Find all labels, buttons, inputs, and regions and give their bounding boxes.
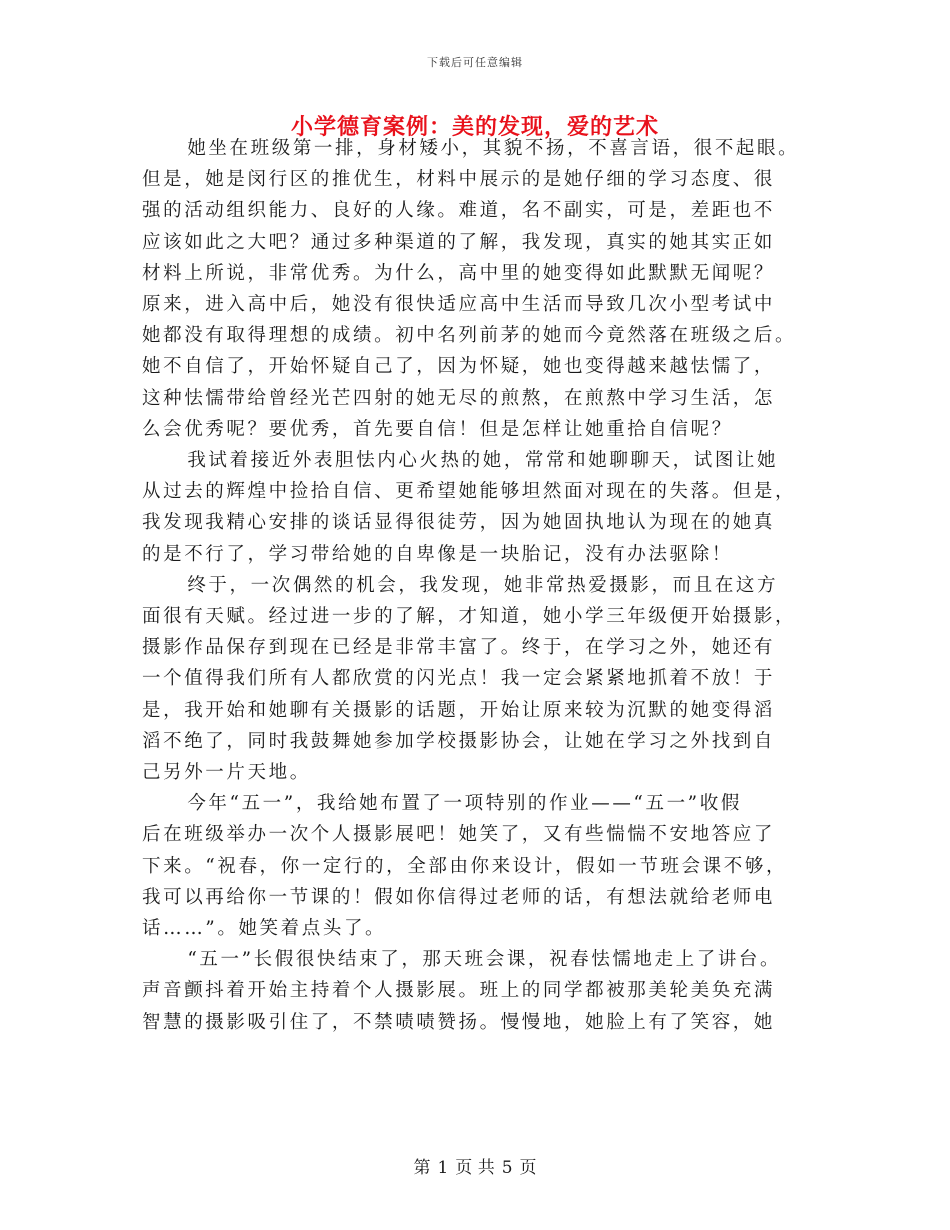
document-title: 小学德育案例：美的发现，爱的艺术 xyxy=(290,114,659,140)
paragraph-4: 今年“五一”，我给她布置了一项特别的作业——“五一”收假 后在班级举办一次个人摄影展吧！她笑了，又有些惴惴不安地答应了 下来。“祝春，你一定行的，全部由你来设计，假如一节班会课不够， 我可以再给你一节课的！假如你信得过老师的话，有想法就给老师电 话……”。她笑着点头了。 xyxy=(142,793,788,940)
page-footer xyxy=(0,1153,950,1178)
paragraph-2: 我试着接近外表胆怯内心火热的她，常常和她聊聊天，试图让她 从过去的辉煌中捡拾自信、更希望她能够坦然面对现在的失落。但是， 我发现我精心安排的谈话显得很徒劳，因为她固执地认为现在的她真 的是不行了，学习带给她的自卑像是一块胎记，没有办法驱除！ xyxy=(142,450,797,565)
page-prefix: 第 xyxy=(413,1158,431,1178)
page-total: 5 xyxy=(501,1158,513,1178)
page-suffix: 页 xyxy=(519,1158,537,1178)
paragraph-1: 她坐在班级第一排，身材矮小，其貌不扬，不喜言语，很不起眼。 但是，她是闵行区的推优生，材料中展示的是她仔细的学习态度、很 强的活动组织能力、良好的人缘。难道，名不副实，可是，差距也不 应该如此之大吧？通过多种渠道的了解，我发现，真实的她其实正如 材料上所说，非常优秀。为什么，高中里的她变得如此默默无闻呢？ 原来，进入高中后，她没有很快适应高中生活而导致几次小型考试中 她都没有取得理想的成绩。初中名列前茅的她而今竟然落在班级之后。 她不自信了，开始怀疑自己了，因为怀疑，她也变得越来越怯懦了， 这种怯懦带给曾经光芒四射的她无尽的煎熬，在煎熬中学习生活，怎 么会优秀呢？要优秀，首先要自信！但是怎样让她重拾自信呢？ xyxy=(142,138,800,440)
page-current: 1 xyxy=(437,1158,449,1178)
paragraph-3: 终于，一次偶然的机会，我发现，她非常热爱摄影，而且在这方 面很有天赋。经过进一步的了解，才知道，她小学三年级便开始摄影， 摄影作品保存到现在已经是非常丰富了。终于，在学习之外，她还有 一个值得我们所有人都欣赏的闪光点！我一定会紧紧地抓着不放！于 是，我开始和她聊有关摄影的话题，开始让原来较为沉默的她变得滔 滔不绝了，同时我鼓舞她参加学校摄影协会，让她在学习之外找到自 己另外一片天地。 xyxy=(142,574,797,784)
header-note: 下载后可任意编辑 xyxy=(427,56,523,69)
document-body xyxy=(142,133,814,1038)
page-middle: 页 共 xyxy=(455,1158,495,1178)
paragraph-5: “五一”长假很快结束了，那天班会课，祝春怯懦地走上了讲台。 声音颤抖着开始主持着个人摄影展。班上的同学都被那美轮美奂充满 智慧的摄影吸引住了，不禁啧啧赞扬。慢慢地，她脸上有了笑容，她 xyxy=(142,949,782,1033)
